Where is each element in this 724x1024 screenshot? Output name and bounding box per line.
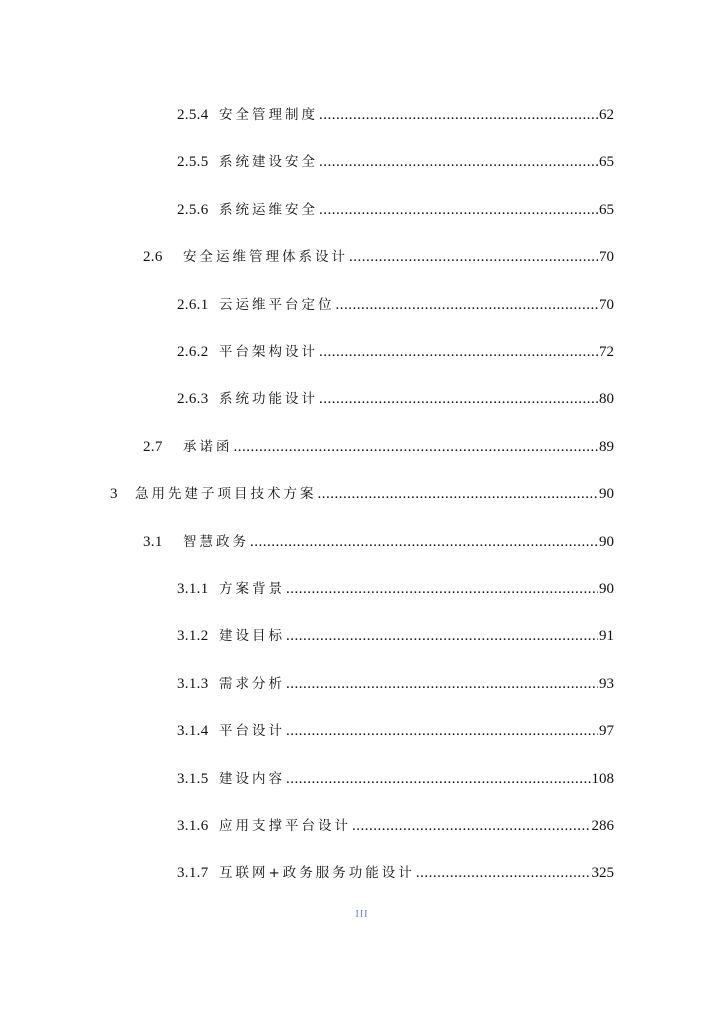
toc-leader-dots [319, 105, 598, 125]
toc-entry-title: 系统功能设计 [219, 391, 318, 408]
toc-entry-3[interactable] [110, 484, 614, 504]
toc-entry-3-1[interactable] [143, 532, 614, 552]
toc-entry-page: 91 [599, 628, 614, 645]
toc-entry-page: 89 [599, 438, 614, 455]
toc-entry-page: 108 [591, 770, 614, 787]
toc-entry-title: 方案背景 [219, 581, 285, 597]
toc-entry-page: 90 [599, 581, 614, 597]
toc-leader-dots [352, 816, 591, 836]
toc-entry-2-6-3[interactable] [177, 389, 614, 409]
toc-entry-title: 系统运维安全 [219, 201, 318, 218]
toc-leader-dots [286, 721, 598, 741]
toc-leader-dots [319, 342, 598, 362]
toc-entry-2-5-6[interactable] [177, 200, 614, 220]
toc-entry-title: 建设内容 [219, 770, 285, 787]
toc-entry-page: 325 [591, 865, 614, 882]
toc-entry-2-6[interactable] [143, 247, 614, 267]
toc-entry-title: 智慧政务 [183, 533, 249, 550]
toc-entry-page: 62 [599, 107, 614, 123]
toc-entry-3-1-5[interactable] [177, 769, 614, 789]
toc-entry-page: 72 [599, 344, 614, 360]
toc-entry-page: 70 [599, 296, 614, 313]
toc-entry-title: 安全运维管理体系设计 [183, 249, 348, 266]
toc-entry-title: 急用先建子项目技术方案 [135, 486, 317, 503]
toc-entry-2-5-5[interactable] [177, 152, 614, 172]
toc-entry-title: 系统建设安全 [219, 154, 318, 171]
toc-entry-page: 93 [599, 675, 614, 692]
toc-entry-number: 2.6.1 [177, 296, 209, 313]
toc-entry-title: 应用支撑平台设计 [219, 818, 351, 834]
toc-entry-page: 65 [599, 201, 614, 218]
toc-leader-dots [286, 626, 598, 646]
toc-entry-page: 70 [599, 249, 614, 266]
toc-entry-number: 2.5.4 [177, 107, 209, 123]
toc-entry-page: 97 [599, 723, 614, 740]
toc-entry-title: 建设目标 [219, 628, 285, 645]
toc-entry-2-7[interactable] [143, 437, 614, 457]
toc-entry-number: 3.1.4 [177, 723, 209, 740]
toc-entry-title: 安全管理制度 [219, 107, 318, 123]
toc-entry-page: 90 [599, 533, 614, 550]
toc-entry-page: 80 [599, 391, 614, 408]
toc-entry-number: 3.1.6 [177, 818, 209, 834]
toc-entry-number: 3.1.3 [177, 675, 209, 692]
toc-entry-3-1-4[interactable] [177, 721, 614, 741]
toc-entry-title: 平台设计 [219, 723, 285, 740]
toc-entry-title: 需求分析 [219, 675, 285, 692]
toc-entry-number: 2.6.2 [177, 344, 209, 360]
toc-entry-number: 3.1 [143, 533, 163, 550]
toc-leader-dots [250, 532, 598, 552]
toc-entry-title: 互联网+政务服务功能设计 [219, 865, 415, 882]
toc-entry-number: 2.5.6 [177, 201, 209, 218]
toc-leader-dots [319, 152, 598, 172]
toc-leader-dots [319, 200, 598, 220]
toc-entry-number: 3.1.5 [177, 770, 209, 787]
toc-leader-dots [416, 863, 591, 883]
toc-entry-number: 2.5.5 [177, 154, 209, 171]
toc-leader-dots [286, 769, 591, 789]
toc-leader-dots [286, 579, 598, 599]
toc-entry-3-1-7[interactable] [177, 863, 614, 883]
toc-entry-2-6-2[interactable] [177, 342, 614, 362]
toc-entry-title: 云运维平台定位 [219, 296, 335, 313]
toc-entry-title: 承诺函 [183, 438, 233, 455]
toc-entry-page: 286 [591, 818, 614, 834]
toc-entry-number: 3.1.2 [177, 628, 209, 645]
toc-entry-number: 2.6.3 [177, 391, 209, 408]
toc-entry-page: 90 [599, 486, 614, 503]
toc-leader-dots [286, 674, 598, 694]
toc-entry-number: 3.1.7 [177, 865, 209, 882]
toc-entry-number: 3.1.1 [177, 581, 209, 597]
toc-entry-3-1-3[interactable] [177, 674, 614, 694]
toc-entry-3-1-1[interactable] [177, 579, 614, 599]
toc-entry-3-1-6[interactable] [177, 816, 614, 836]
toc-entry-number: 2.6 [143, 249, 163, 266]
toc-leader-dots [234, 437, 599, 457]
toc-entry-title: 平台架构设计 [219, 344, 318, 360]
toc-leader-dots [336, 295, 599, 315]
toc-leader-dots [319, 389, 598, 409]
toc-entry-number: 2.7 [143, 438, 163, 455]
toc-entry-2-6-1[interactable] [177, 295, 614, 315]
toc-entry-page: 65 [599, 154, 614, 171]
toc-entry-3-1-2[interactable] [177, 626, 614, 646]
page-number-footer: III [355, 909, 369, 920]
toc-entry-number: 3 [110, 486, 118, 503]
toc-entry-2-5-4[interactable] [177, 105, 614, 125]
toc-leader-dots [349, 247, 598, 267]
toc-leader-dots [318, 484, 599, 504]
